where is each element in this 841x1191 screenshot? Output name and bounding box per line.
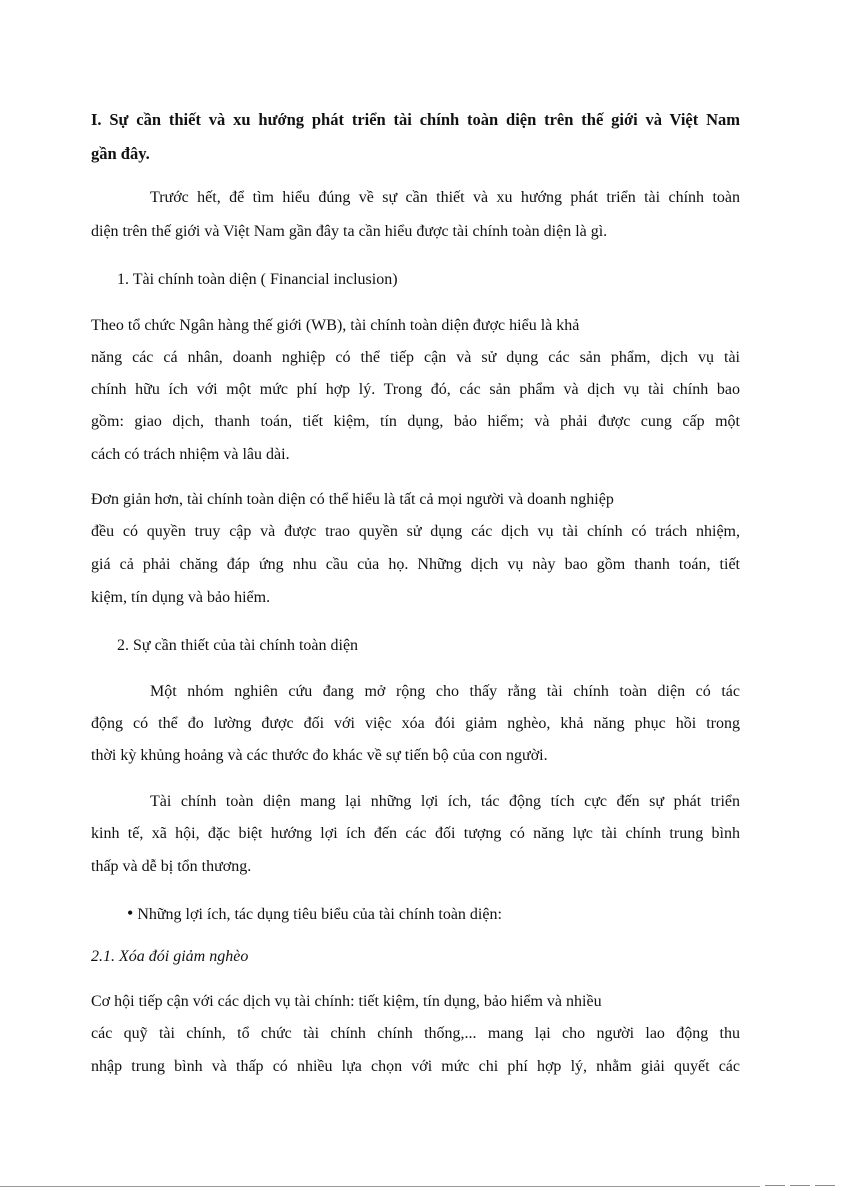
- section-2-para-3-line-3: nhập trung bình và thấp có nhiều lựa chọn với mức chi phí hợp lý, nhằm giải quyết các: [91, 1058, 740, 1075]
- section-1-para-2-line-4: kiệm, tín dụng và bảo hiểm.: [91, 589, 271, 606]
- footer-dash: [790, 1185, 810, 1186]
- section-1-para-1-line-1: Theo tổ chức Ngân hàng thế giới (WB), tài chính toàn diện được hiểu là khả: [91, 317, 580, 334]
- section-1-para-2-line-3: giá cả phải chăng đáp ứng nhu cầu của họ. Những dịch vụ này bao gồm thanh toán, tiết: [91, 556, 740, 573]
- section-1-para-2-line-1: Đơn giản hơn, tài chính toàn diện có thể hiểu là tất cả mọi người và doanh nghiệp: [91, 491, 614, 508]
- footer-divider: [0, 1186, 841, 1187]
- section-2-para-1-line-3: thời kỳ khủng hoảng và các thước đo khác về sự tiến bộ của con người.: [91, 747, 548, 764]
- section-2-para-2-line-2: kinh tế, xã hội, đặc biệt hướng lợi ích đến các đối tượng có năng lực tài chính trung bình: [91, 825, 740, 842]
- section-2-para-1-line-2: động có thể đo lường được đối với việc xóa đói giảm nghèo, khả năng phục hồi trong: [91, 715, 740, 732]
- intro-line-2: diện trên thế giới và Việt Nam gần đây ta cần hiểu được tài chính toàn diện là gì.: [91, 223, 608, 240]
- section-1-title: 1. Tài chính toàn diện ( Financial inclusion): [117, 271, 398, 288]
- section-2-para-2-line-3: thấp và dễ bị tổn thương.: [91, 858, 252, 875]
- section-1-para-1-line-2: năng các cá nhân, doanh nghiệp có thể tiếp cận và sử dụng các sản phẩm, dịch vụ tài: [91, 349, 740, 366]
- section-1-para-1-line-3: chính hữu ích với một mức phí hợp lý. Trong đó, các sản phẩm và dịch vụ tài chính bao: [91, 381, 740, 398]
- benefits-bullet-text: Những lợi ích, tác dụng tiêu biểu của tài chính toàn diện:: [137, 906, 502, 923]
- section-heading-line-2: gần đây.: [91, 144, 150, 163]
- section-1-para-1-line-4: gồm: giao dịch, thanh toán, tiết kiệm, tín dụng, bảo hiểm; và phải được cung cấp một: [91, 413, 740, 430]
- benefits-bullet-item: [127, 903, 502, 925]
- section-2-para-3-line-1: Cơ hội tiếp cận với các dịch vụ tài chính: tiết kiệm, tín dụng, bảo hiểm và nhiều: [91, 993, 602, 1010]
- section-2-title: 2. Sự cần thiết của tài chính toàn diện: [117, 637, 359, 654]
- section-2-para-1-line-1: Một nhóm nghiên cứu đang mở rộng cho thấy rằng tài chính toàn diện có tác: [150, 683, 740, 700]
- section-1-para-2-line-2: đều có quyền truy cập và được trao quyền sử dụng các dịch vụ tài chính có trách nhiệm,: [91, 523, 740, 540]
- section-heading-line-1: I. Sự cần thiết và xu hướng phát triển tài chính toàn diện trên thế giới và Việt Nam: [91, 110, 740, 129]
- section-2-para-2-line-1: Tài chính toàn diện mang lại những lợi ích, tác động tích cực đến sự phát triển: [150, 793, 740, 810]
- section-1-para-1-line-5: cách có trách nhiệm và lâu dài.: [91, 446, 290, 463]
- section-2-para-3-line-2: các quỹ tài chính, tổ chức tài chính chính thống,... mang lại cho người lao động thu: [91, 1025, 740, 1042]
- bullet-icon: •: [127, 903, 134, 923]
- footer-dash: [765, 1185, 785, 1186]
- footer-dash: [815, 1185, 835, 1186]
- subsection-2-1-title: 2.1. Xóa đói giảm nghèo: [91, 948, 249, 965]
- intro-line-1: Trước hết, để tìm hiểu đúng về sự cần thiết và xu hướng phát triển tài chính toàn: [150, 189, 740, 206]
